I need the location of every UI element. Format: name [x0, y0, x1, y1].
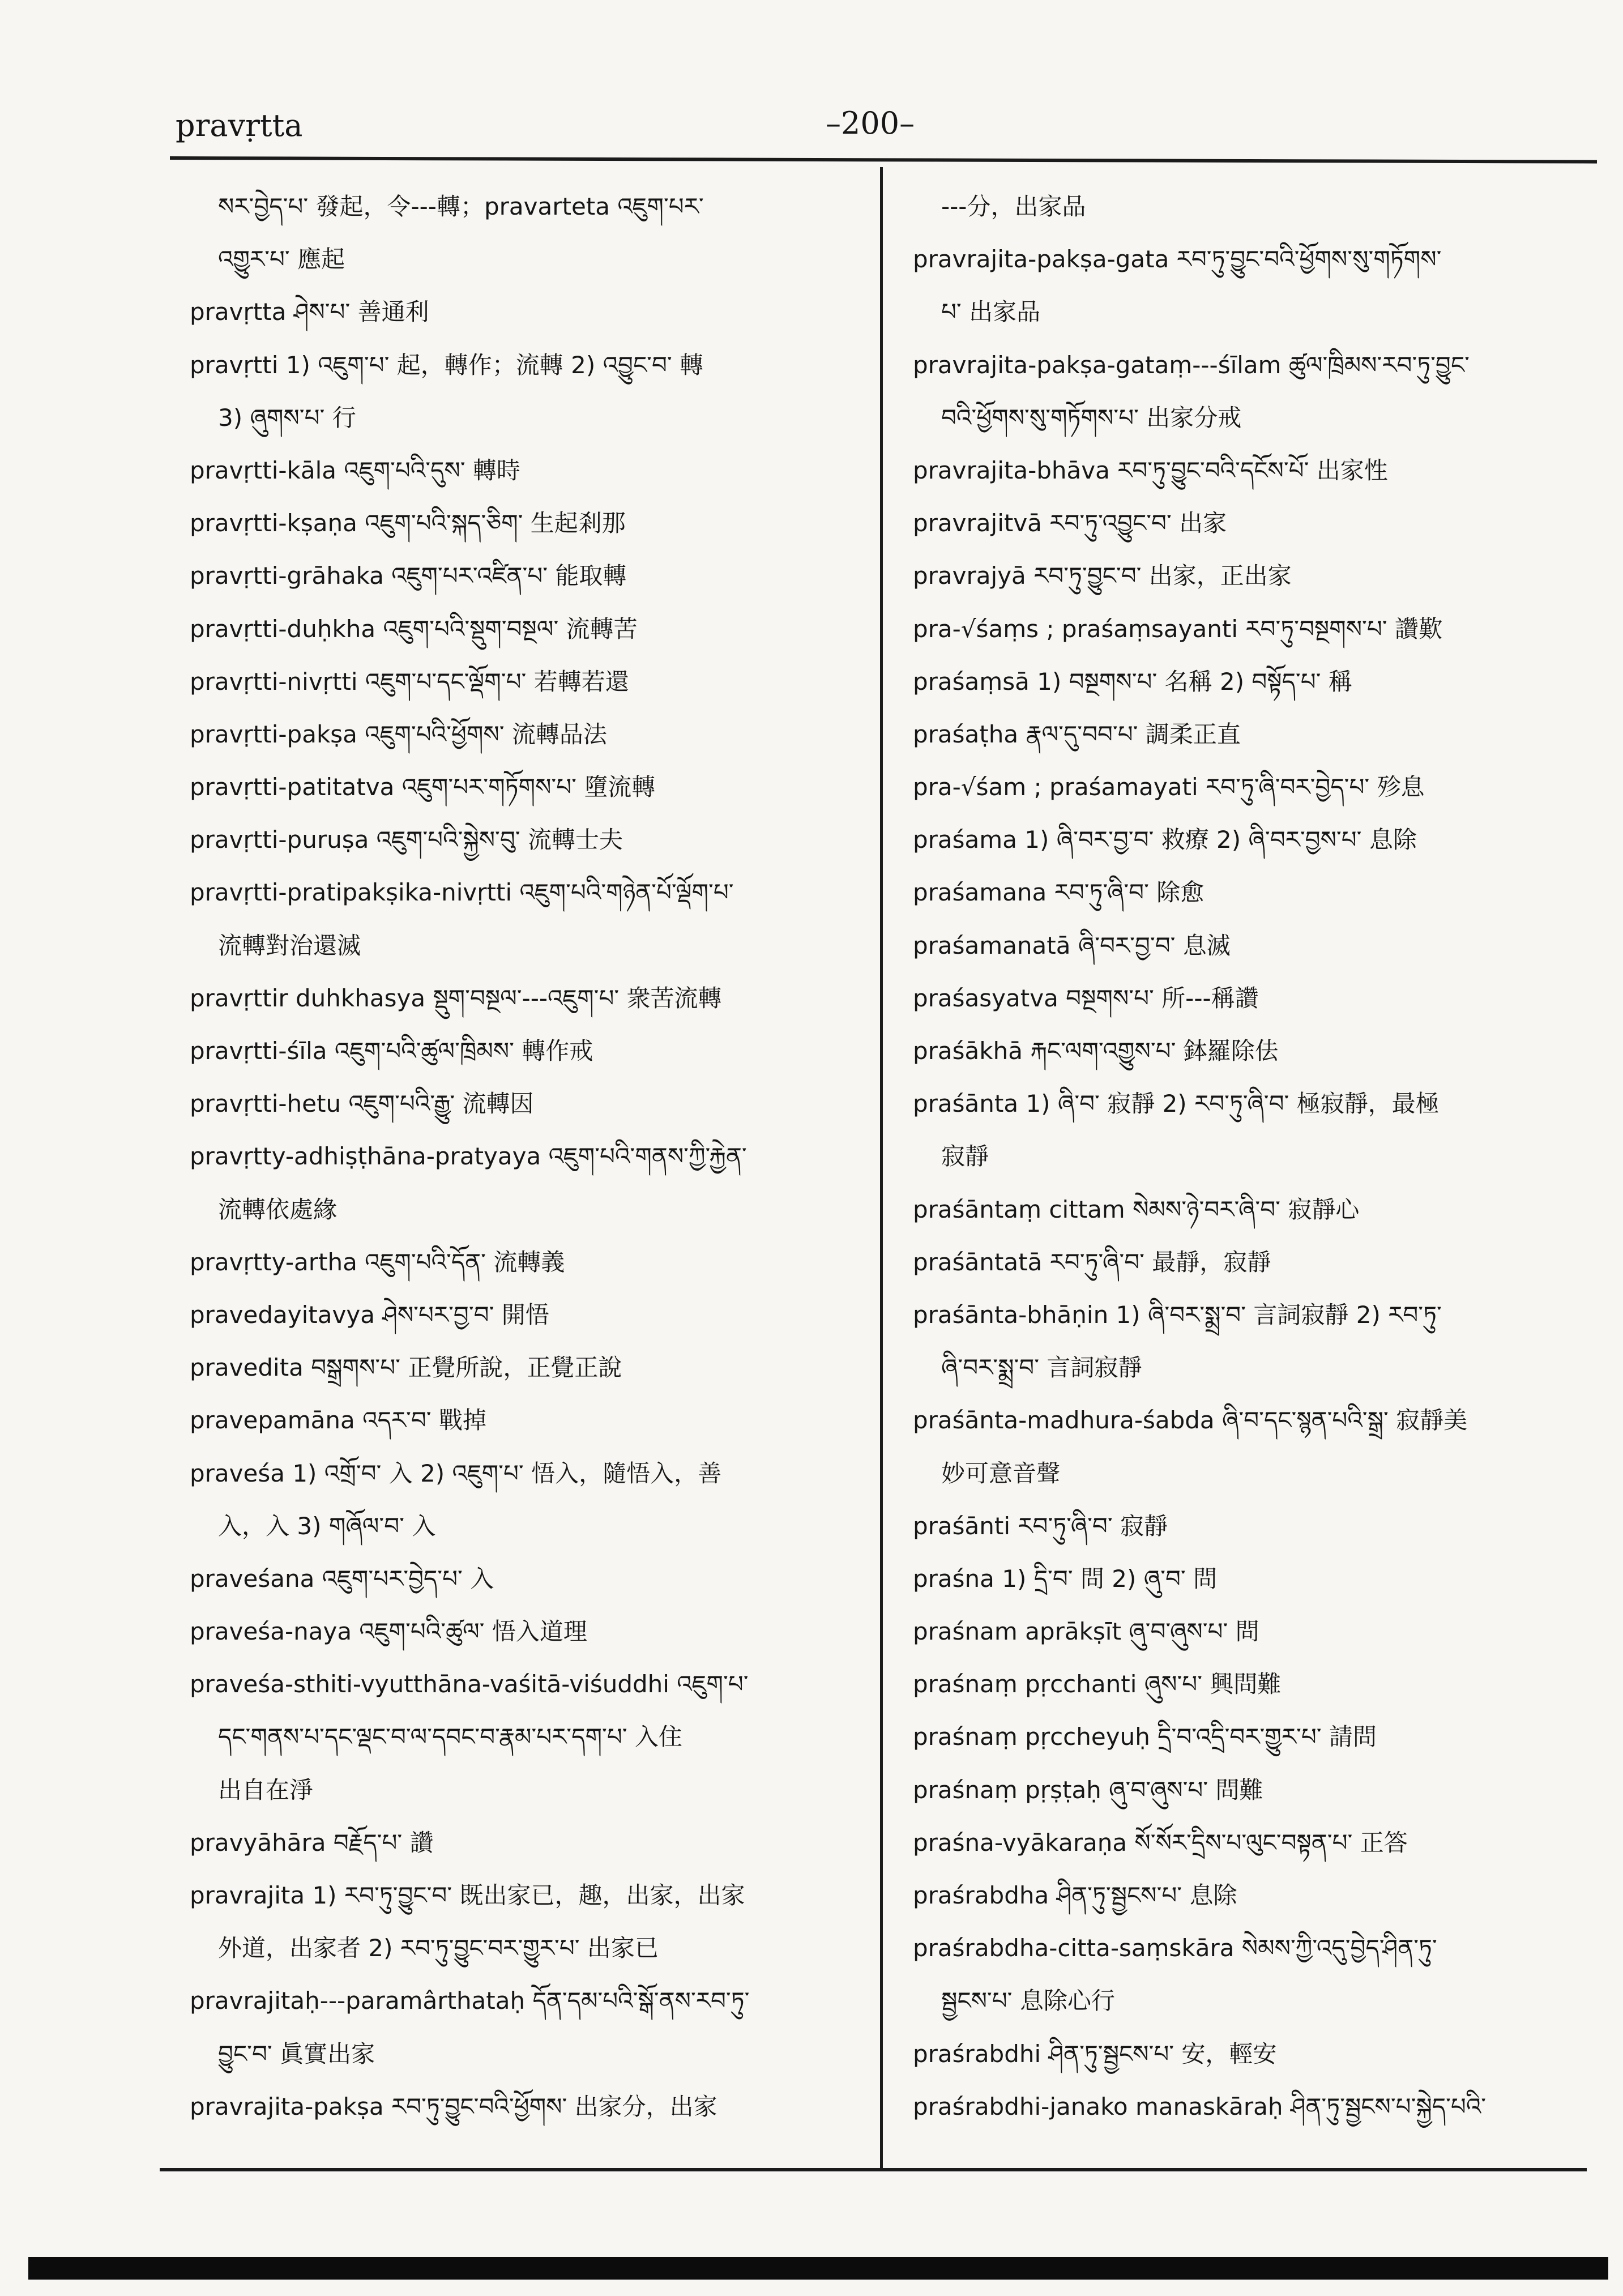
entry-line: pravrajita-pakṣa-gata རབ་ཏུ་བྱུང་བའི་ཕྱོགས་སུ་གཏོགས་	[913, 245, 1442, 274]
entry-line: praveśa-sthiti-vyutthāna-vaśitā-viśuddhi འཇུག་པ་	[190, 1670, 749, 1698]
entry-line: praśnam aprākṣīt ཞུ་བ་ཞུས་པ་ 問	[913, 1618, 1259, 1646]
column-divider	[880, 167, 883, 2169]
entry-line: 妙可意音聲	[941, 1459, 1061, 1487]
entry-line: 流轉對治還滅	[218, 931, 361, 959]
entry-line: 流轉依處緣	[218, 1195, 338, 1223]
entry-line: praśamana རབ་ཏུ་ཞི་བ་ 除愈	[913, 878, 1205, 907]
scan-edge-bar	[28, 2257, 1608, 2280]
entry-line: 外道，出家者 2) རབ་ཏུ་བྱུང་བར་གྱུར་པ་ 出家已	[218, 1934, 659, 1962]
entry-line: pravṛtty-artha འཇུག་པའི་དོན་ 流轉義	[190, 1248, 565, 1276]
entry-line: praśānti རབ་ཏུ་ཞི་བ་ 寂靜	[913, 1512, 1168, 1540]
entry-line: ཞི་བར་སྨྲ་བ་ 言詞寂靜	[941, 1354, 1142, 1382]
entry-line: praśnaṃ pṛccheyuḥ དྲི་བ་འདྲི་བར་གྱུར་པ་ 請問	[913, 1723, 1377, 1751]
entry-line: ---分，出家品	[941, 193, 1086, 220]
entry-line: praśasyatva བསྔགས་པ་ 所---稱讚	[913, 984, 1259, 1012]
entry-line: praśnaṃ pṛcchanti ཞུས་པ་ 興問難	[913, 1670, 1282, 1698]
entry-line: pravṛtta ཤེས་པ་ 善通利	[190, 298, 429, 326]
entry-line: འགྱུར་པ་ 應起	[218, 245, 345, 274]
entry-line: pravedayitavya ཤེས་པར་བྱ་བ་ 開悟	[190, 1300, 549, 1329]
page-number: –200–	[826, 105, 915, 141]
entry-line: praśnaṃ pṛṣṭaḥ ཞུ་བ་ཞུས་པ་ 問難	[913, 1776, 1263, 1804]
entry-line: pravrajita-bhāva རབ་ཏུ་བྱུང་བའི་དངོས་པོ་ 出家性	[913, 456, 1388, 484]
entry-line: praśaṃsā 1) བསྔགས་པ་ 名稱 2) བསྟོད་པ་ 稱	[913, 667, 1352, 695]
entry-line: praśna-vyākaraṇa སོ་སོར་དྲིས་པ་ལུང་བསྟན་པ་ 正答	[913, 1828, 1408, 1857]
entry-line: praśamanatā ཞི་བར་བྱ་བ་ 息滅	[913, 931, 1231, 959]
left-column	[190, 180, 858, 2133]
entry-line: pravṛtti-nivṛtti འཇུག་པ་དང་ལྡོག་པ་ 若轉若還	[190, 667, 629, 695]
entry-line: 入，入 3) གཞོལ་བ་ 入	[218, 1512, 436, 1540]
entry-line: pravrajyā རབ་ཏུ་བྱུང་བ་ 出家，正出家	[913, 562, 1292, 590]
entry-line: praśrabdha ཤིན་ཏུ་སྦྱངས་པ་ 息除	[913, 1881, 1237, 1909]
entry-line: pravṛtti-kṣaṇa འཇུག་པའི་སྐད་ཅིག་ 生起剎那	[190, 509, 626, 537]
entry-line: praveśana འཇུག་པར་བྱེད་པ་ 入	[190, 1564, 494, 1593]
entry-line: pravṛttir duhkhasya སྡུག་བསྔལ་---འཇུག་པ་ 衆苦流轉	[190, 984, 722, 1012]
entry-line: praśākhā རྐང་ལག་འགྱུས་པ་ 鉢羅除佉	[913, 1037, 1279, 1065]
entry-line: pra-√śaṃs ; praśaṃsayanti རབ་ཏུ་བསྔགས་པ་ 讚歎	[913, 614, 1442, 643]
entry-line: praśaṭha རྣལ་དུ་བབ་པ་ 調柔正直	[913, 720, 1241, 748]
entry-line: praśna 1) དྲི་བ་ 問 2) ཞུ་བ་ 問	[913, 1564, 1218, 1593]
entry-line: pravṛtti-hetu འཇུག་པའི་རྒྱུ་ 流轉因	[190, 1090, 534, 1118]
right-column	[913, 180, 1581, 2133]
entry-line: བྱུང་བ་ 眞實出家	[218, 2039, 375, 2068]
running-headword: pravṛtta	[176, 108, 303, 143]
entry-line: praśāntatā རབ་ཏུ་ཞི་བ་ 最靜，寂靜	[913, 1248, 1271, 1276]
entry-line: pravṛtti-puruṣa འཇུག་པའི་སྐྱེས་བུ་ 流轉士夫	[190, 826, 623, 854]
entry-line: དང་གནས་པ་དང་ལྡང་བ་ལ་དབང་བ་རྣམ་པར་དག་པ་ 入住	[218, 1723, 682, 1751]
entry-line: pravṛtti-patitatva འཇུག་པར་གཏོགས་པ་ 墮流轉	[190, 773, 656, 801]
entry-line: pravrajita-pakṣa-gataṃ---śīlam ཚུལ་ཁྲིམས་རབ་ཏུ་བྱུང་	[913, 351, 1470, 379]
entry-line: pravrajita 1) རབ་ཏུ་བྱུང་བ་ 既出家已，趣，出家，出家	[190, 1881, 745, 1909]
entry-line: pravrajitaḥ---paramârthataḥ དོན་དམ་པའི་སྒོ་ནས་རབ་ཏུ་	[190, 1987, 750, 2015]
entry-line: pravepamāna འདར་བ་ 戰掉	[190, 1406, 486, 1435]
entry-line: pravṛtti-pratipakṣika-nivṛtti འཇུག་པའི་གཉེན་པོ་ལྡོག་པ་	[190, 878, 734, 907]
entry-line: praśama 1) ཞི་བར་བྱ་བ་ 救療 2) ཞི་བར་བྱས་པ་ 息除	[913, 826, 1417, 854]
bottom-rule	[160, 2168, 1587, 2171]
entry-line: pravyāhāra བརྗོད་པ་ 讚	[190, 1828, 434, 1857]
entry-line: 出自在淨	[218, 1776, 314, 1804]
entry-line: pravṛtti 1) འཇུག་པ་ 起，轉作；流轉 2) འབྱུང་བ་ 轉	[190, 351, 704, 379]
entry-line: pravṛtty-adhiṣṭhāna-pratyaya འཇུག་པའི་གནས་ཀྱི་རྐྱེན་	[190, 1142, 747, 1171]
entry-line: pravṛtti-pakṣa འཇུག་པའི་ཕྱོགས་ 流轉品法	[190, 720, 607, 748]
entry-line: pra-√śam ; praśamayati རབ་ཏུ་ཞི་བར་བྱེད་པ་ 殄息	[913, 773, 1425, 801]
top-rule	[170, 156, 1597, 164]
entry-line: praśānta-bhāṇin 1) ཞི་བར་སྨྲ་བ་ 言詞寂靜 2) རབ་ཏུ་	[913, 1300, 1442, 1329]
entry-line: 寂靜	[941, 1142, 989, 1171]
entry-line: pravṛtti-kāla འཇུག་པའི་དུས་ 轉時	[190, 456, 520, 484]
entry-line: praśrabdhi-janako manaskāraḥ ཤིན་ཏུ་སྦྱངས་པ་སྐྱེད་པའི་	[913, 2092, 1487, 2120]
entry-line: praśrabdhi ཤིན་ཏུ་སྦྱངས་པ་ 安，輕安	[913, 2039, 1277, 2068]
entry-line: 3) ཞུགས་པ་ 行	[218, 403, 356, 432]
entry-line: praśrabdha-citta-saṃskāra སེམས་ཀྱི་འདུ་བྱེད་ཤིན་ཏུ་	[913, 1934, 1437, 1962]
entry-line: praveśa 1) འགྲོ་བ་ 入 2) འཇུག་པ་ 悟入，隨悟入，善	[190, 1459, 722, 1487]
entry-line: བའི་ཕྱོགས་སུ་གཏོགས་པ་ 出家分戒	[941, 403, 1242, 432]
entry-line: pravṛtti-duḥkha འཇུག་པའི་སྡུག་བསྔལ་ 流轉苦	[190, 614, 638, 643]
entry-line: pravedita བསྒྲགས་པ་ 正覺所說，正覺正說	[190, 1354, 622, 1382]
entry-line: praveśa-naya འཇུག་པའི་ཚུལ་ 悟入道理	[190, 1618, 587, 1646]
entry-line: pravṛtti-grāhaka འཇུག་པར་འཛིན་པ་ 能取轉	[190, 562, 627, 590]
entry-line: pravṛtti-śīla འཇུག་པའི་ཚུལ་ཁྲིམས་ 轉作戒	[190, 1037, 593, 1065]
entry-line: སྦྱངས་པ་ 息除心行	[941, 1987, 1115, 2015]
entry-line: pravrajita-pakṣa རབ་ཏུ་བྱུང་བའི་ཕྱོགས་ 出家分，出家	[190, 2092, 717, 2120]
entry-line: praśānta-madhura-śabda ཞི་བ་དང་སྙན་པའི་སྒྲ་ 寂靜美	[913, 1406, 1468, 1435]
entry-line: སར་བྱེད་པ་ 發起，令---轉；pravarteta འཇུག་པར་	[218, 193, 704, 220]
entry-line: པ་ 出家品	[941, 298, 1041, 326]
entry-line: pravrajitvā རབ་ཏུ་འབྱུང་བ་ 出家	[913, 509, 1227, 537]
entry-line: praśānta 1) ཞི་བ་ 寂靜 2) རབ་ཏུ་ཞི་བ་ 極寂靜，最極	[913, 1090, 1440, 1118]
entry-line: praśāntaṃ cittam སེམས་ཉེ་བར་ཞི་བ་ 寂靜心	[913, 1195, 1360, 1223]
